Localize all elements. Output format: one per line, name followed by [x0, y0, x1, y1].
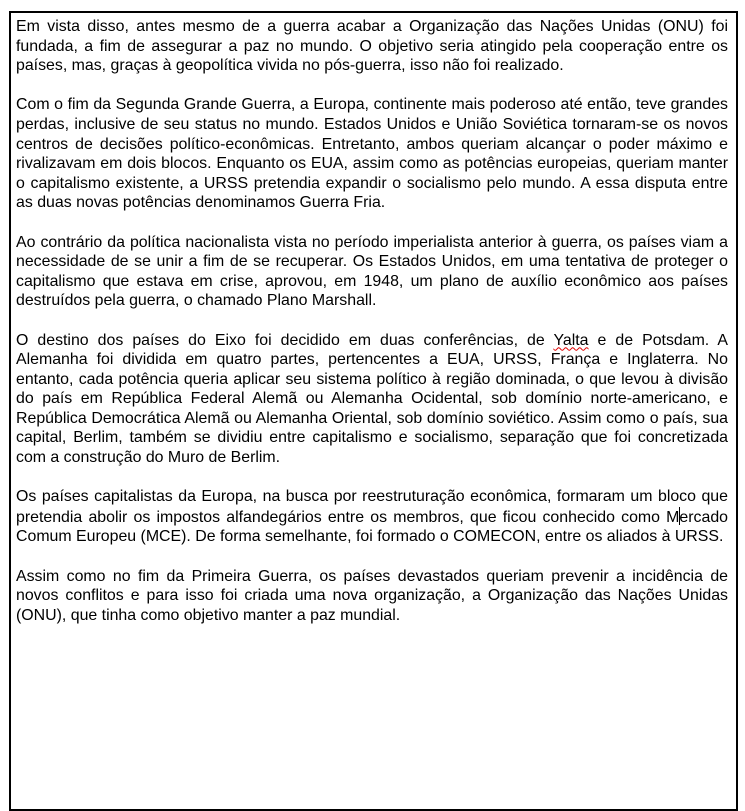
paragraph-onu-founded[interactable]: Em vista disso, antes mesmo de a guerra acabar a Organização das Nações Unidas (ONU) foi fundada, a fim de assegurar a paz no mundo. O objetivo seria atingido pela cooperação entre os países, mas, graças à geopolítica vivida no pós-guerra, isso não foi realizado.: [16, 18, 728, 75]
misspelled-word-spellcheck-underline[interactable]: Yalta: [553, 331, 589, 349]
paragraph-marshall-plan[interactable]: Ao contrário da política nacionalista vista no período imperialista anterior à guerra, os países viam a necessidade de se unir a fim de se recuperar. Os Estados Unidos, em uma tentativa de proteger o capitalismo que estava em crise, aprovou, em 1948, um plano de auxílio econômico aos países destruídos pela guerra, o chamado Plano Marshall.: [16, 233, 728, 310]
paragraph-onu-peace[interactable]: Assim como no fim da Primeira Guerra, os países devastados queriam prevenir a incidência de novos conflitos e para isso foi criada uma nova organização, a Organização das Nações Unidas (ONU), que tinha como objetivo manter a paz mundial.: [16, 567, 728, 624]
paragraph-germany-division[interactable]: [16, 331, 728, 468]
paragraph-cold-war[interactable]: Com o fim da Segunda Grande Guerra, a Europa, continente mais poderoso até então, teve grandes perdas, inclusive de seu status no mundo. Estados Unidos e União Soviética tornaram-se os novos centros de decisões político-econômicas. Entretanto, ambos queriam alcançar o poder máximo e rivalizavam em dois blocos. Enquanto os EUA, assim como as potências europeias, queriam manter o capitalismo existente, a URSS pretendia expandir o socialismo pelo mundo. A essa disputa entre as duas novas potências denominamos Guerra Fria.: [16, 96, 728, 212]
text-segment: O destino dos países do Eixo foi decidido em duas conferências, de: [16, 331, 554, 349]
text-segment: ercado Comum Europeu (MCE). De forma semelhante, foi formado o COMECON, entre os aliados à URSS.: [16, 508, 728, 546]
text-segment: e de Potsdam. A Alemanha foi dividida em quatro partes, pertencentes a EUA, URSS, França e Inglaterra. No entanto, cada potência queria aplicar seu sistema político à região dominada, o que levou à divisão do país em República Federal Alemã ou Alemanha Ocidental, sob domínio norte-americano, e República Democrática Alemã ou Alemanha Oriental, sob domínio soviético. Assim como o país, sua capital, Berlim, também se dividiu entre capitalismo e socialismo, separação que foi concretizada com a construção do Muro de Berlim.: [16, 331, 728, 467]
text-segment: Os países capitalistas da Europa, na busca por reestruturação econômica, formaram um bloco que pretendia abolir os impostos alfandegários entre os membros, que ficou conhecido como M: [16, 488, 728, 526]
paragraph-mce-comecon[interactable]: [16, 487, 728, 547]
document-text: [16, 17, 728, 625]
document-page[interactable]: [9, 11, 738, 811]
